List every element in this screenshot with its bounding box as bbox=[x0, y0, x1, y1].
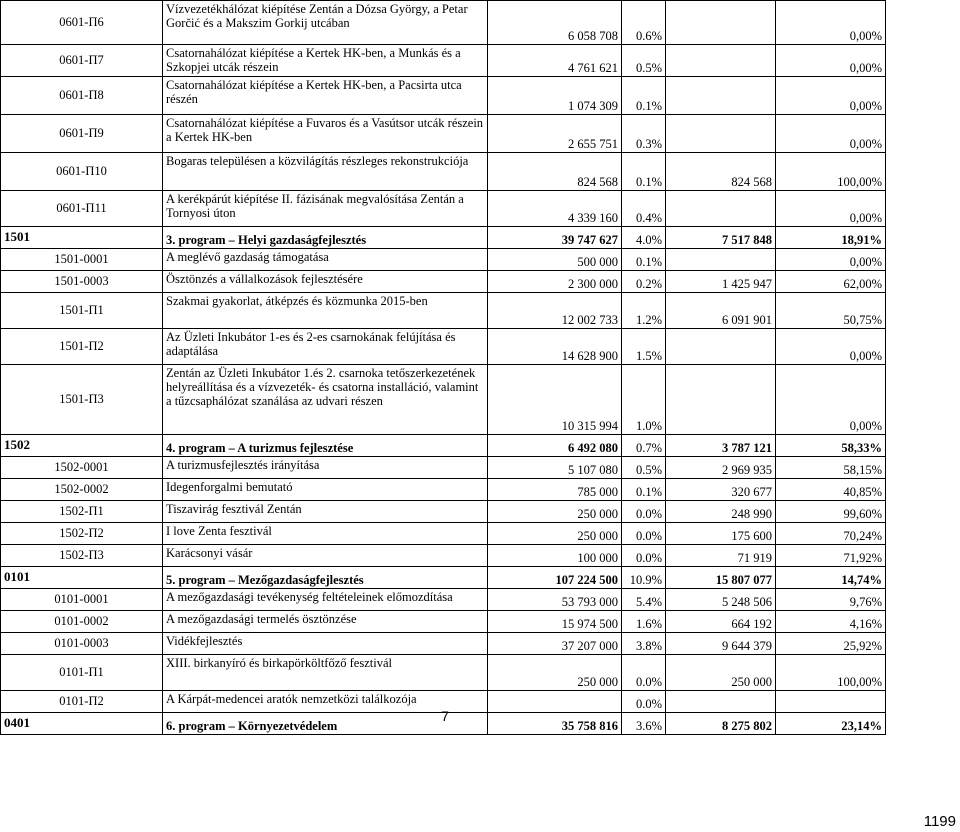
table-row bbox=[1, 293, 886, 329]
row-code: 1501-0003 bbox=[1, 271, 163, 293]
row-rebalance bbox=[666, 365, 776, 435]
row-name: Bogaras településen a közvilágítás részleges rekonstrukciója bbox=[163, 153, 488, 191]
row-code: 0101-0001 bbox=[1, 589, 163, 611]
row-amount: 250 000 bbox=[488, 501, 622, 523]
row-rebalance bbox=[666, 77, 776, 115]
row-code: 1502-П2 bbox=[1, 523, 163, 545]
row-share: 18,91% bbox=[776, 227, 886, 249]
row-rebalance: 9 644 379 bbox=[666, 633, 776, 655]
row-amount: 100 000 bbox=[488, 545, 622, 567]
row-code: 0101-П2 bbox=[1, 691, 163, 713]
row-share: 58,15% bbox=[776, 457, 886, 479]
row-name: A meglévő gazdaság támogatása bbox=[163, 249, 488, 271]
table-row bbox=[1, 329, 886, 365]
row-code: 1502-0002 bbox=[1, 479, 163, 501]
row-percent: 0.5% bbox=[622, 45, 666, 77]
row-amount: 53 793 000 bbox=[488, 589, 622, 611]
row-percent: 0.0% bbox=[622, 545, 666, 567]
row-share: 99,60% bbox=[776, 501, 886, 523]
row-name: Szakmai gyakorlat, átképzés és közmunka 2015-ben bbox=[163, 293, 488, 329]
row-amount: 10 315 994 bbox=[488, 365, 622, 435]
row-name: Idegenforgalmi bemutató bbox=[163, 479, 488, 501]
row-percent: 3.6% bbox=[622, 713, 666, 735]
row-amount: 6 058 708 bbox=[488, 1, 622, 45]
row-percent: 0.1% bbox=[622, 77, 666, 115]
program-code: 0401 bbox=[1, 713, 61, 735]
program-code-spacer bbox=[61, 713, 163, 735]
row-name: Zentán az Üzleti Inkubátor 1.és 2. csarnoka tetőszerkezetének helyreállítása és a vízvezeték- és csatorna installáció, valamint a tűzcsaphálózat szanálása az udvari részen bbox=[163, 365, 488, 435]
row-percent: 0.1% bbox=[622, 479, 666, 501]
row-rebalance bbox=[666, 45, 776, 77]
table-row bbox=[1, 153, 886, 191]
row-amount: 250 000 bbox=[488, 655, 622, 691]
table-row bbox=[1, 501, 886, 523]
row-name: 3. program – Helyi gazdaságfejlesztés bbox=[163, 227, 488, 249]
corner-number: 1199 bbox=[923, 813, 956, 830]
table-row bbox=[1, 1, 886, 45]
row-percent: 0.0% bbox=[622, 655, 666, 691]
row-rebalance bbox=[666, 249, 776, 271]
row-share: 0,00% bbox=[776, 77, 886, 115]
row-name: I love Zenta fesztivál bbox=[163, 523, 488, 545]
row-share: 9,76% bbox=[776, 589, 886, 611]
row-share: 0,00% bbox=[776, 191, 886, 227]
row-share: 71,92% bbox=[776, 545, 886, 567]
row-name: Karácsonyi vásár bbox=[163, 545, 488, 567]
row-name: Vidékfejlesztés bbox=[163, 633, 488, 655]
table-row bbox=[1, 365, 886, 435]
row-share: 14,74% bbox=[776, 567, 886, 589]
row-amount: 785 000 bbox=[488, 479, 622, 501]
program-code: 1501 bbox=[1, 227, 61, 249]
table-row bbox=[1, 115, 886, 153]
row-rebalance: 250 000 bbox=[666, 655, 776, 691]
row-rebalance bbox=[666, 191, 776, 227]
table-row bbox=[1, 77, 886, 115]
row-amount: 2 655 751 bbox=[488, 115, 622, 153]
row-share: 23,14% bbox=[776, 713, 886, 735]
row-name: A mezőgazdasági tevékenység feltételeinek előmozdítása bbox=[163, 589, 488, 611]
row-name: 5. program – Mezőgazdaságfejlesztés bbox=[163, 567, 488, 589]
row-share: 100,00% bbox=[776, 655, 886, 691]
row-rebalance bbox=[666, 1, 776, 45]
row-percent: 0.4% bbox=[622, 191, 666, 227]
row-percent: 0.2% bbox=[622, 271, 666, 293]
row-percent: 0.3% bbox=[622, 115, 666, 153]
table-row bbox=[1, 457, 886, 479]
row-code: 1501-П1 bbox=[1, 293, 163, 329]
row-amount: 37 207 000 bbox=[488, 633, 622, 655]
row-amount: 250 000 bbox=[488, 523, 622, 545]
program-code-spacer bbox=[61, 227, 163, 249]
table-row bbox=[1, 611, 886, 633]
row-share bbox=[776, 691, 886, 713]
row-rebalance bbox=[666, 115, 776, 153]
row-code: 1502-П3 bbox=[1, 545, 163, 567]
row-share: 50,75% bbox=[776, 293, 886, 329]
table-row bbox=[1, 191, 886, 227]
row-percent: 0.7% bbox=[622, 435, 666, 457]
row-name: A mezőgazdasági termelés ösztönzése bbox=[163, 611, 488, 633]
row-share: 25,92% bbox=[776, 633, 886, 655]
table-row bbox=[1, 479, 886, 501]
row-code: 0601-П11 bbox=[1, 191, 163, 227]
table-row bbox=[1, 589, 886, 611]
row-amount: 14 628 900 bbox=[488, 329, 622, 365]
row-share: 40,85% bbox=[776, 479, 886, 501]
row-amount: 5 107 080 bbox=[488, 457, 622, 479]
row-rebalance: 824 568 bbox=[666, 153, 776, 191]
row-amount: 4 339 160 bbox=[488, 191, 622, 227]
row-code: 0101-П1 bbox=[1, 655, 163, 691]
row-code: 0101-0002 bbox=[1, 611, 163, 633]
row-amount: 15 974 500 bbox=[488, 611, 622, 633]
table-row bbox=[1, 523, 886, 545]
row-rebalance: 15 807 077 bbox=[666, 567, 776, 589]
row-name: 4. program – A turizmus fejlesztése bbox=[163, 435, 488, 457]
row-amount: 6 492 080 bbox=[488, 435, 622, 457]
row-percent: 1.6% bbox=[622, 611, 666, 633]
program-row bbox=[1, 435, 886, 457]
row-rebalance: 5 248 506 bbox=[666, 589, 776, 611]
row-percent: 1.0% bbox=[622, 365, 666, 435]
row-name: A kerékpárút kiépítése II. fázisának megvalósítása Zentán a Tornyosi úton bbox=[163, 191, 488, 227]
row-percent: 0.1% bbox=[622, 153, 666, 191]
row-percent: 4.0% bbox=[622, 227, 666, 249]
row-amount: 39 747 627 bbox=[488, 227, 622, 249]
row-name: Tiszavirág fesztivál Zentán bbox=[163, 501, 488, 523]
row-share: 0,00% bbox=[776, 249, 886, 271]
row-rebalance: 7 517 848 bbox=[666, 227, 776, 249]
row-code: 0601-П10 bbox=[1, 153, 163, 191]
row-amount: 107 224 500 bbox=[488, 567, 622, 589]
row-name: Csatornahálózat kiépítése a Kertek HK-ben, a Pacsirta utca részén bbox=[163, 77, 488, 115]
row-code: 1502-П1 bbox=[1, 501, 163, 523]
row-percent: 3.8% bbox=[622, 633, 666, 655]
row-share: 58,33% bbox=[776, 435, 886, 457]
row-percent: 1.2% bbox=[622, 293, 666, 329]
row-percent: 0.0% bbox=[622, 523, 666, 545]
row-code: 1501-П3 bbox=[1, 365, 163, 435]
row-share: 70,24% bbox=[776, 523, 886, 545]
row-percent: 1.5% bbox=[622, 329, 666, 365]
row-code: 1502-0001 bbox=[1, 457, 163, 479]
page-number: 7 bbox=[441, 708, 449, 724]
row-rebalance: 664 192 bbox=[666, 611, 776, 633]
program-code: 0101 bbox=[1, 567, 61, 589]
row-share: 0,00% bbox=[776, 1, 886, 45]
row-share: 0,00% bbox=[776, 115, 886, 153]
table-row bbox=[1, 45, 886, 77]
row-code: 1501-0001 bbox=[1, 249, 163, 271]
row-name: XIII. birkanyíró és birkapörköltfőző fesztivál bbox=[163, 655, 488, 691]
row-share: 4,16% bbox=[776, 611, 886, 633]
row-rebalance: 3 787 121 bbox=[666, 435, 776, 457]
row-share: 0,00% bbox=[776, 365, 886, 435]
row-rebalance: 1 425 947 bbox=[666, 271, 776, 293]
table-row bbox=[1, 249, 886, 271]
row-name: A turizmusfejlesztés irányítása bbox=[163, 457, 488, 479]
row-percent: 0.1% bbox=[622, 249, 666, 271]
row-name: A Kárpát-medencei aratók nemzetközi találkozója bbox=[163, 691, 488, 713]
row-percent: 0.6% bbox=[622, 1, 666, 45]
row-share: 0,00% bbox=[776, 329, 886, 365]
row-name: Ösztönzés a vállalkozások fejlesztésére bbox=[163, 271, 488, 293]
row-rebalance: 8 275 802 bbox=[666, 713, 776, 735]
row-code: 1501-П2 bbox=[1, 329, 163, 365]
row-amount: 824 568 bbox=[488, 153, 622, 191]
row-rebalance bbox=[666, 329, 776, 365]
row-amount: 500 000 bbox=[488, 249, 622, 271]
row-rebalance: 320 677 bbox=[666, 479, 776, 501]
row-rebalance: 175 600 bbox=[666, 523, 776, 545]
table-row bbox=[1, 271, 886, 293]
row-code: 0601-П9 bbox=[1, 115, 163, 153]
row-percent: 5.4% bbox=[622, 589, 666, 611]
row-amount: 35 758 816 bbox=[488, 713, 622, 735]
row-code: 0601-П7 bbox=[1, 45, 163, 77]
row-percent: 0.0% bbox=[622, 691, 666, 713]
row-name: Vízvezetékhálózat kiépítése Zentán a Dózsa György, a Petar Gorčić és a Makszim Gorkij utcában bbox=[163, 1, 488, 45]
table-row bbox=[1, 545, 886, 567]
row-name: Az Üzleti Inkubátor 1-es és 2-es csarnokának felújítása és adaptálása bbox=[163, 329, 488, 365]
row-amount bbox=[488, 691, 622, 713]
row-percent: 0.0% bbox=[622, 501, 666, 523]
row-name: Csatornahálózat kiépítése a Kertek HK-ben, a Munkás és a Szkopjei utcák részein bbox=[163, 45, 488, 77]
program-code-spacer bbox=[61, 567, 163, 589]
row-rebalance: 6 091 901 bbox=[666, 293, 776, 329]
row-amount: 1 074 309 bbox=[488, 77, 622, 115]
row-code: 0101-0003 bbox=[1, 633, 163, 655]
row-percent: 0.5% bbox=[622, 457, 666, 479]
table-row bbox=[1, 633, 886, 655]
row-rebalance bbox=[666, 691, 776, 713]
row-code: 0601-П6 bbox=[1, 1, 163, 45]
row-rebalance: 2 969 935 bbox=[666, 457, 776, 479]
row-rebalance: 248 990 bbox=[666, 501, 776, 523]
row-name: 6. program – Környezetvédelem bbox=[163, 713, 488, 735]
row-share: 62,00% bbox=[776, 271, 886, 293]
program-row bbox=[1, 227, 886, 249]
program-code-spacer bbox=[61, 435, 163, 457]
row-amount: 12 002 733 bbox=[488, 293, 622, 329]
row-amount: 2 300 000 bbox=[488, 271, 622, 293]
row-percent: 10.9% bbox=[622, 567, 666, 589]
row-amount: 4 761 621 bbox=[488, 45, 622, 77]
program-row bbox=[1, 567, 886, 589]
row-code: 0601-П8 bbox=[1, 77, 163, 115]
row-rebalance: 71 919 bbox=[666, 545, 776, 567]
row-share: 0,00% bbox=[776, 45, 886, 77]
program-code: 1502 bbox=[1, 435, 61, 457]
row-name: Csatornahálózat kiépítése a Fuvaros és a Vasútsor utcák részein a Kertek HK-ben bbox=[163, 115, 488, 153]
table-row bbox=[1, 655, 886, 691]
row-share: 100,00% bbox=[776, 153, 886, 191]
